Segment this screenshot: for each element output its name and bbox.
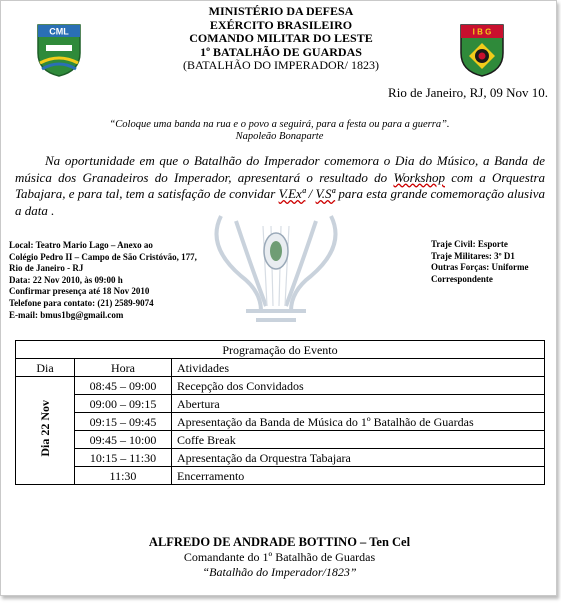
time-cell: 09:00 – 09:15 xyxy=(75,395,172,413)
info-data: Data: 22 Nov 2010, às 09:00 h xyxy=(9,274,123,285)
time-cell: 10:15 – 11:30 xyxy=(75,449,172,467)
intro-vsa: V.Sª xyxy=(315,186,336,201)
letter-date: Rio de Janeiro, RJ, 09 Nov 10. xyxy=(388,85,548,100)
program-caption: Programação do Evento xyxy=(16,341,545,359)
info-cidade: Rio de Janeiro - RJ xyxy=(9,263,84,274)
table-row xyxy=(16,449,545,467)
activity-cell: Encerramento xyxy=(172,467,545,485)
intro-part3: para esta grande comemoração alusiva a data . xyxy=(15,186,545,218)
signer-name: ALFREDO DE ANDRADE BOTTINO – Ten Cel xyxy=(148,535,411,549)
epigraph xyxy=(1,119,558,143)
svg-text:I B G: I B G xyxy=(472,27,492,37)
header-army: EXÉRCITO BRASILEIRO xyxy=(209,17,353,32)
header-dia: Dia xyxy=(16,359,75,377)
dress-code xyxy=(431,239,528,285)
header-subtitle: (BATALHÃO DO IMPERADOR/ 1823) xyxy=(182,58,380,72)
time-cell: 09:45 – 10:00 xyxy=(75,431,172,449)
quote-author: Napoleão Bonaparte xyxy=(235,131,324,142)
dress-civil: Traje Civil: Esporte xyxy=(431,239,508,249)
signer-unit: “Batalhão do Imperador/1823” xyxy=(202,565,357,579)
battalion-shield-icon xyxy=(459,23,505,77)
table-row xyxy=(16,413,545,431)
dress-correspondente: Correspondente xyxy=(431,273,493,284)
cml-shield-icon xyxy=(36,23,82,77)
info-confirmar: Confirmar presença até 18 Nov 2010 xyxy=(9,286,150,297)
header-atividades: Atividades xyxy=(172,359,545,377)
program-caption-row xyxy=(16,341,545,359)
table-row xyxy=(16,431,545,449)
letterhead xyxy=(121,5,441,73)
signer-role: Comandante do 1º Batalhão de Guardas xyxy=(183,550,376,564)
time-cell: 09:15 – 09:45 xyxy=(75,413,172,431)
time-cell: 11:30 xyxy=(75,467,172,485)
intro-sep: / xyxy=(305,186,316,201)
svg-text:CML: CML xyxy=(49,26,69,37)
header-battalion: 1º BATALHÃO DE GUARDAS xyxy=(200,44,362,59)
activity-cell: Recepção dos Convidados xyxy=(172,377,545,395)
quote-text: “Coloque uma banda na rua e o povo a seguirá, para a festa ou para a guerra”. xyxy=(109,119,450,130)
day-label: Dia 22 Nov xyxy=(38,400,52,457)
info-local: Local: Teatro Mario Lago – Anexo ao xyxy=(9,240,153,250)
activity-cell: Abertura xyxy=(172,395,545,413)
intro-part1: Na oportunidade em que o Batalhão do Imperador comemora o Dia do Músico, a Banda de música dos Granadeiros do Imperador, apresentará o resultado do xyxy=(15,153,545,185)
intro-workshop: Workshop xyxy=(393,169,445,185)
info-email: E-mail: bmus1bg@gmail.com xyxy=(9,309,124,320)
time-cell: 08:45 – 09:00 xyxy=(75,377,172,395)
header-hora: Hora xyxy=(75,359,172,377)
table-row xyxy=(16,395,545,413)
invitation-paragraph xyxy=(15,153,545,219)
activity-cell: Apresentação da Banda de Música do 1º Batalhão de Guardas xyxy=(172,413,545,431)
info-telefone: Telefone para contato: (21) 2589-9074 xyxy=(9,297,154,308)
header-ministry: MINISTÉRIO DA DEFESA xyxy=(208,4,354,18)
intro-part2: com a Orquestra Tabajara, e para tal, tem a satisfação de convidar xyxy=(15,169,546,201)
lyre-watermark-icon xyxy=(201,206,351,326)
program-table xyxy=(15,340,545,485)
activity-cell: Coffe Break xyxy=(172,431,545,449)
table-row xyxy=(16,377,545,395)
intro-vexa: V.Exª xyxy=(278,186,306,201)
header-command: COMANDO MILITAR DO LESTE xyxy=(189,31,373,45)
program-header-row xyxy=(16,359,545,377)
signature-block xyxy=(1,535,558,580)
table-row xyxy=(16,467,545,485)
day-cell xyxy=(16,377,75,485)
activity-cell: Apresentação da Orquestra Tabajara xyxy=(172,449,545,467)
info-colegio: Colégio Pedro II – Campo de São Cristóvão, 177, xyxy=(9,251,197,262)
event-info xyxy=(9,240,197,321)
dress-outras: Outras Forças: Uniforme xyxy=(431,262,529,273)
dress-militar: Traje Militares: 3º D1 xyxy=(431,250,515,261)
